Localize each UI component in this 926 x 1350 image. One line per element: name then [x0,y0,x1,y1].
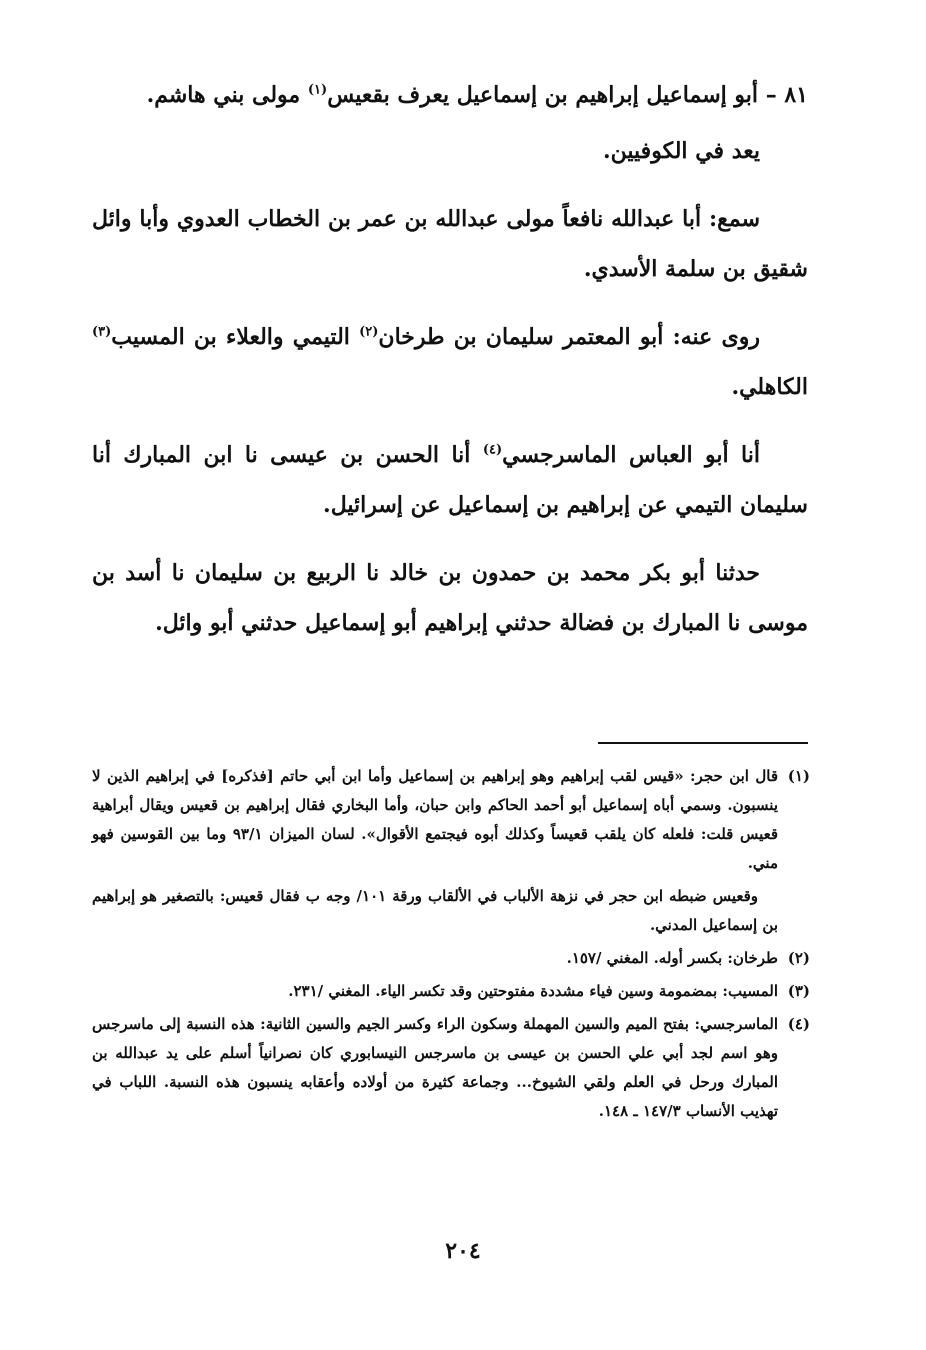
footnote-number: (٣) [787,982,810,1000]
entry-number: ٨١ [784,82,808,108]
entry-heading [92,70,808,120]
footnote-text: الماسرجسي: بفتح الميم والسين المهملة وسكون الراء وكسر الجيم والسين الثانية: هذه النسبة إلى ماسرجس وهو اسم لجد أبي علي الحسن بن عيسى بن ماسرجس النيسابوري كان نصرانياً أسلم على يد عبدالله بن المبارك ورحل في العلم ولقي الشيوخ... وجماعة كثيرة من أولاده وأعقابه ينسبون هذه النسبة. اللباب في تهذيب الأنساب ١٤٧/٣ ـ ١٤٨. [92,1015,778,1120]
footnote-2 [92,944,810,973]
footnote-text: المسيب: بمضمومة وسين فياء مشددة مفتوحتين وقد تكسر الياء. المغني /٢٣١. [288,982,778,1000]
narrated-text-1: روى عنه: أبو المعتمر سليمان بن طرخان [378,324,760,350]
entry-heading-text: أبو إسماعيل إبراهيم بن إسماعيل يعرف بقعيس [327,82,759,108]
paragraph-counted: يعد في الكوفيين. [603,138,760,164]
isnad1-text-2: أنا الحسن بن عيسى نا ابن المبارك أنا سليمان التيمي عن إبراهيم بن إسماعيل عن إسرائيل. [92,442,808,518]
narrated-text-2: التيمي والعلاء بن المسيب [111,324,350,350]
paragraph-isnad-1 [92,430,808,530]
footnote-ref-2[interactable]: (٢) [359,324,379,340]
footnotes [92,762,810,1130]
footnote-4 [92,1010,810,1126]
narrated-text-3: الكاهلي. [731,374,808,400]
footnote-ref-3[interactable]: (٣) [92,324,112,340]
paragraph-heard: سمع: أبا عبدالله نافعاً مولى عبدالله بن عمر بن الخطاب العدوي وأبا وائل شقيق بن سلمة الأسدي. [92,206,808,282]
entry-heading-text-end: مولى بني هاشم. [146,82,301,108]
paragraph-narrated [92,312,808,412]
footnote-number: (١) [787,767,810,785]
isnad1-text-1: أنا أبو العباس الماسرجسي [502,442,760,468]
footnote-number: (٤) [787,1015,810,1033]
footnote-1-continuation: وقعيس ضبطه ابن حجر في نزهة الألباب في الألقاب ورقة ١٠١/ وجه ب فقال قعيس: بالتصغير هو إبراهيم بن إسماعيل المدني. [92,887,778,934]
footnote-number: (٢) [787,949,810,967]
footnote-1 [92,762,810,878]
paragraph-isnad-2: حدثنا أبو بكر محمد بن حمدون بن خالد نا الربيع بن سليمان نا أسد بن موسى نا المبارك بن فضالة حدثني إبراهيم أبو إسماعيل حدثني أبو وائل. [92,560,808,636]
footnote-ref-4[interactable]: (٤) [482,442,503,458]
page-number: ٢٠٤ [445,1238,481,1264]
footnote-separator [598,742,808,744]
footnote-ref-1[interactable]: (١) [307,82,328,98]
entry-dash: – [765,82,777,108]
footnote-text: طرخان: بكسر أوله. المغني /١٥٧. [566,949,778,967]
footnote-3 [92,977,810,1006]
footnote-text: قال ابن حجر: «قيس لقب إبراهيم وهو إبراهيم بن إسماعيل وأما ابن أبي حاتم [فذكره] في إبراهيم الذين لا ينسبون. وسمي أباه إسماعيل أبو أحمد الحاكم وابن حبان، وأما البخاري فقال إبراهيم بن قعيس ويقال أبراهية قعيس قلت: فلعله كان يلقب قعيساً وكذلك أبوه فيجتمع الأقوال». لسان الميزان ٩٣/١ وما بين القوسين فهو مني. [92,767,779,872]
main-text [92,70,808,648]
